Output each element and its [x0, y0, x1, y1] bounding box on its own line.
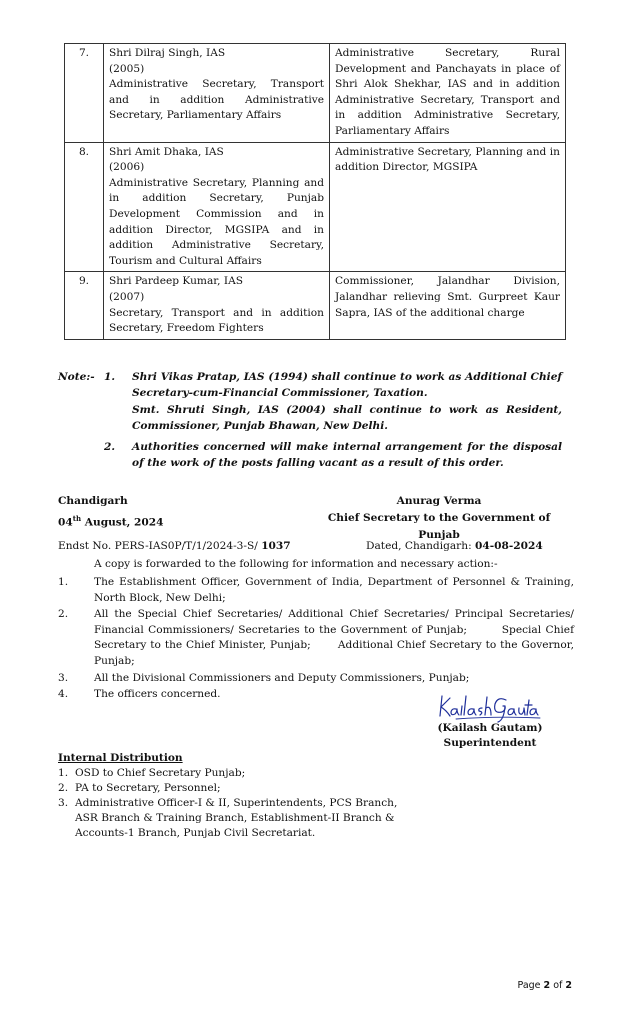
copy-intro: A copy is forwarded to the following for information and necessary action:-	[94, 558, 498, 570]
list-number: 1.	[58, 767, 69, 779]
endst-prefix: Endst No. PERS-IAS0P/T/1/2024-3-S/	[58, 540, 262, 552]
current-posting: Secretary, Transport and in addition Secretary, Freedom Fighters	[109, 306, 324, 335]
internal-distribution-heading: Internal Distribution	[58, 752, 183, 764]
page-current: 2	[543, 980, 551, 991]
date-day: 04	[58, 516, 73, 529]
internal-distribution	[58, 751, 418, 841]
officer-cell	[104, 44, 330, 143]
serial-number: 9.	[65, 272, 104, 339]
note-paragraph: Authorities concerned will make internal arrangement for the disposal of the work of the posts falling vacant as a result of this order.	[132, 441, 562, 469]
list-item	[58, 607, 578, 669]
list-number: 2.	[58, 608, 69, 621]
new-posting-cell	[330, 272, 566, 339]
new-posting-cell	[330, 44, 566, 143]
handwritten-signature	[436, 692, 542, 724]
officer-name: Shri Pardeep Kumar, IAS	[109, 275, 243, 288]
table-row	[65, 272, 566, 339]
page-of: of	[550, 980, 566, 991]
place: Chandigarh	[58, 495, 128, 507]
list-text: Administrative Officer-I & II, Superintendents, PCS Branch, ASR Branch & Training Branch, Establishment-II Branch & Accounts-1 Branch, Punjab Civil Secretariat.	[75, 797, 398, 839]
signatory-designation: Chief Secretary to the Government of Punjab	[327, 512, 551, 541]
table-row	[65, 44, 566, 143]
date-suffix: th	[72, 514, 82, 523]
superintendent-block	[400, 721, 580, 751]
page-number	[518, 980, 572, 991]
current-posting: Administrative Secretary, Transport and in addition Administrative Secretary, Parliamentary Affairs	[109, 78, 324, 122]
new-posting: Commissioner, Jalandhar Division, Jalandhar relieving Smt. Gurpreet Kaur Sapra, IAS of the additional charge	[335, 275, 560, 319]
officer-batch: (2007)	[109, 290, 145, 303]
serial-number: 7.	[65, 44, 104, 143]
officer-batch: (2006)	[109, 161, 145, 174]
list-number: 3.	[58, 797, 69, 809]
note-number: 2.	[104, 441, 116, 453]
copy-list	[58, 575, 578, 704]
list-item	[58, 796, 418, 841]
list-text: PA to Secretary, Personnel;	[75, 782, 221, 794]
signatory-block	[310, 493, 568, 544]
new-posting: Administrative Secretary, Rural Development and Panchayats in place of Shri Alok Shekhar, IAS and in addition Administrative Secretary, Transport and in addition Administrative Secretary, Parliamentary Affairs	[335, 47, 560, 137]
list-item	[58, 781, 418, 796]
postings-table	[64, 43, 566, 340]
list-item	[58, 766, 418, 781]
officer-batch: (2005)	[109, 62, 145, 75]
officer-cell	[104, 142, 330, 272]
page-label: Page	[517, 980, 544, 991]
list-item	[58, 575, 574, 606]
superintendent-designation: Superintendent	[443, 737, 537, 749]
officer-name: Shri Amit Dhaka, IAS	[109, 145, 224, 158]
list-text: The officers concerned.	[94, 688, 221, 701]
serial-number: 8.	[65, 142, 104, 272]
dated-value: 04-08-2024	[475, 540, 543, 552]
place-date-block	[58, 493, 164, 532]
list-item	[58, 671, 574, 687]
new-posting: Administrative Secretary, Planning and in addition Director, MGSIPA	[335, 145, 560, 174]
officer-name: Shri Dilraj Singh, IAS	[109, 47, 226, 59]
list-number: 2.	[58, 782, 69, 794]
superintendent-name: (Kailash Gautam)	[437, 722, 543, 734]
current-posting: Administrative Secretary, Planning and in addition Secretary, Punjab Development Commission and in addition Director, MGSIPA and in addition Administrative Secretary, Tourism and Cultural Affairs	[109, 176, 324, 267]
date-rest: August, 2024	[81, 516, 164, 529]
note-label: Note:-	[58, 371, 95, 383]
order-date	[58, 510, 164, 532]
signatory-name: Anurag Verma	[396, 495, 482, 507]
note-paragraph: Smt. Shruti Singh, IAS (2004) shall continue to work as Resident, Commissioner, Punjab Bhawan, New Delhi.	[132, 404, 562, 432]
officer-cell	[104, 272, 330, 339]
new-posting-cell	[330, 142, 566, 272]
list-number: 1.	[58, 576, 69, 588]
table-row	[65, 142, 566, 272]
list-number: 3.	[58, 671, 69, 684]
endorsement-line	[58, 538, 578, 554]
dated-label: Dated, Chandigarh:	[366, 540, 476, 552]
list-number: 4.	[58, 688, 69, 701]
list-text: The Establishment Officer, Government of India, Department of Personnel & Training, North Block, New Delhi;	[94, 576, 574, 604]
list-text: All the Special Chief Secretaries/ Additional Chief Secretaries/ Principal Secretaries/ Financial Commissioners/ Secretaries to the Government of Punjab; Special Chief Secretary to the Chief Minister, Punjab; Additional Chief Secretary to the Governor, Punjab;	[94, 608, 578, 667]
note-paragraph: Shri Vikas Pratap, IAS (1994) shall continue to work as Additional Chief Secretary-cum-Financial Commissioner, Taxation.	[132, 371, 562, 399]
list-text: All the Divisional Commissioners and Deputy Commissioners, Punjab;	[94, 671, 470, 684]
endst-date	[366, 538, 543, 554]
list-text: OSD to Chief Secretary Punjab;	[75, 767, 246, 779]
page-total: 2	[565, 980, 572, 991]
endst-number: 1037	[261, 540, 291, 552]
note-number: 1.	[104, 371, 116, 383]
